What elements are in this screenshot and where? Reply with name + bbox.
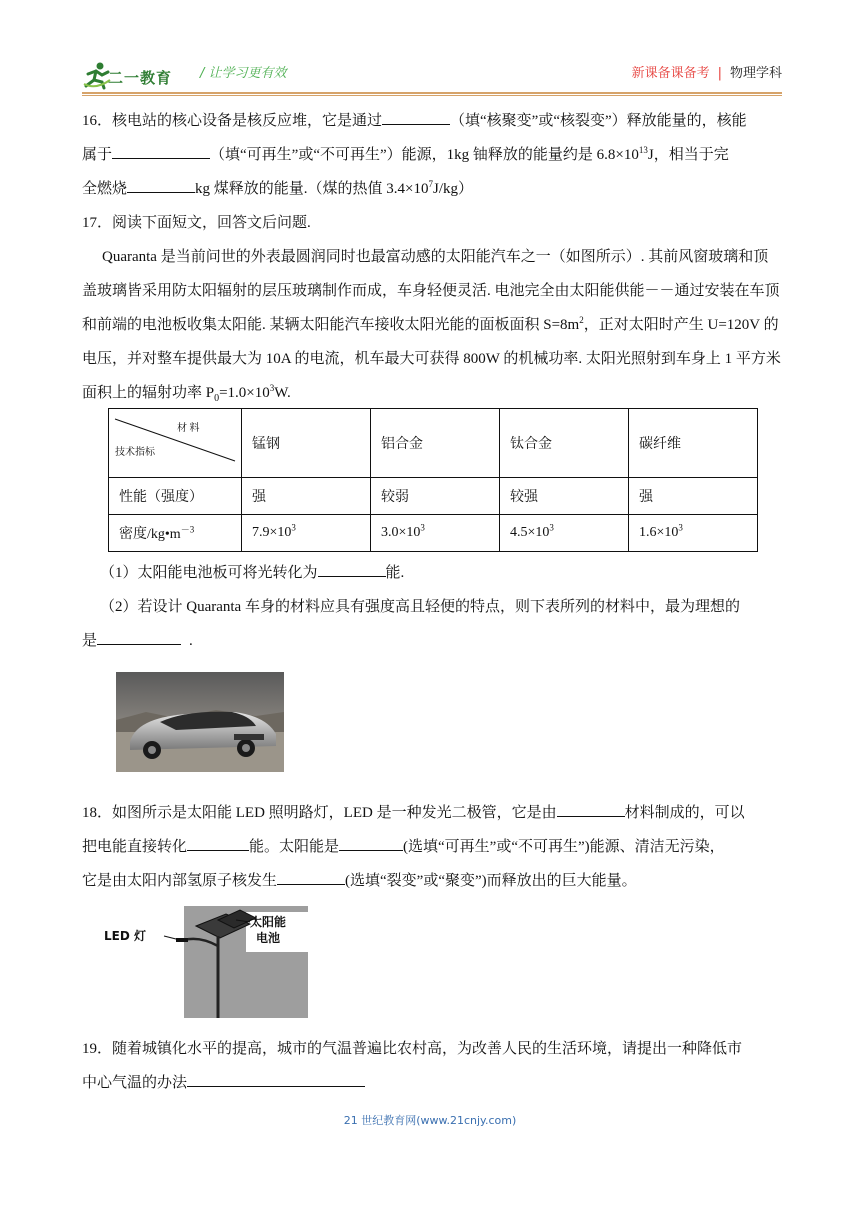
q16-exponent: 13 bbox=[638, 145, 648, 155]
corner-label-top: 材 料 bbox=[177, 423, 200, 434]
table-header-cell: 钛合金 bbox=[500, 409, 629, 478]
header-tag: 新课备课备考 bbox=[631, 66, 710, 81]
header-rule bbox=[82, 92, 782, 94]
passage-text: Quaranta 是当前问世的外表最圆润同时也最富动感的太阳能汽车之一（如图所示）. 其前风窗玻璃和顶盖玻璃皆采用防太阳辐射的层压玻璃制作而成，车身轻便灵活. 电池完全由太阳能供能－－通过安装在车顶和前端的电池板收集太阳能. 某辆太阳能汽车接收太阳光能的面板面积 S=8m bbox=[82, 249, 780, 333]
q16-text: （填“核聚变”或“核裂变”）释放能量的，核能 bbox=[450, 113, 747, 129]
q18-text: 能。太阳能是 bbox=[249, 839, 340, 855]
header-rule-thin bbox=[82, 95, 782, 96]
q17-blank-1[interactable] bbox=[318, 558, 386, 577]
sub-question-text: （2）若设计 Quaranta 车身的材料应具有强度高且轻便的特点，则下表所列的材料中，最为理想的 bbox=[100, 599, 740, 615]
passage-exponent: 2 bbox=[579, 315, 584, 325]
table-corner-cell bbox=[109, 409, 242, 478]
passage-subscript: 0 bbox=[214, 393, 220, 404]
table-cell bbox=[242, 515, 371, 552]
table-cell: 较弱 bbox=[371, 478, 500, 515]
question-17-title: 17．阅读下面短文，回答文后问题. bbox=[82, 215, 311, 231]
question-18 bbox=[82, 796, 782, 898]
q16-text: J，相当于完 bbox=[647, 147, 729, 163]
q18-blank-1[interactable] bbox=[557, 798, 625, 817]
density-exponent: －3 bbox=[180, 524, 195, 535]
density-exponent: 3 bbox=[420, 522, 425, 533]
table-header-cell: 铝合金 bbox=[371, 409, 500, 478]
corner-label-bottom: 技术指标 bbox=[115, 447, 155, 458]
fig-led-label: LED 灯 bbox=[104, 929, 146, 943]
density-exponent: 3 bbox=[549, 522, 554, 533]
q18-text: 材料制成的，可以 bbox=[624, 805, 745, 821]
led-street-lamp-image bbox=[100, 906, 308, 1018]
q17-sub-1 bbox=[100, 556, 782, 590]
density-value: 4.5×10 bbox=[510, 525, 550, 540]
passage-exponent: 3 bbox=[269, 383, 275, 393]
q18-text: (选填“裂变”或“聚变”)而释放出的巨大能量。 bbox=[345, 873, 637, 889]
passage-text: ，正对太阳时产生 U=120V 的电压，并对整车提供最大为 10A 的电流，机车最大可获得 800W 的机械功率. 太阳光照射到车身上 1 平方米面积上的辐射功率 P bbox=[82, 317, 781, 401]
table-row-label: 性能（强度） bbox=[109, 478, 242, 515]
slogan: / 让学习更有效 bbox=[200, 66, 287, 81]
fig-solar-label-2: 电池 bbox=[256, 931, 281, 945]
q16-blank-1[interactable] bbox=[382, 106, 450, 125]
page-header bbox=[82, 56, 782, 92]
q18-text: 18．如图所示是太阳能 LED 照明路灯，LED 是一种发光二极管，它是由 bbox=[82, 805, 557, 821]
table-header-cell: 锰钢 bbox=[242, 409, 371, 478]
question-16 bbox=[82, 104, 782, 206]
logo bbox=[82, 60, 192, 90]
table-row bbox=[109, 478, 758, 515]
density-value: 1.6×10 bbox=[639, 525, 679, 540]
solar-car-image bbox=[116, 672, 284, 772]
table-header-cell: 碳纤维 bbox=[629, 409, 758, 478]
q18-blank-3[interactable] bbox=[339, 832, 403, 851]
header-subject: 物理学科 bbox=[729, 66, 782, 81]
q18-text: (选填“可再生”或“不可再生”)能源、清洁无污染， bbox=[403, 839, 725, 855]
passage-text: =1.0×10 bbox=[219, 385, 270, 401]
q18-blank-4[interactable] bbox=[277, 866, 345, 885]
table-header-row bbox=[109, 409, 758, 478]
sub-question-text: . bbox=[189, 633, 193, 649]
table-row-label bbox=[109, 515, 242, 552]
passage-text: W. bbox=[274, 385, 291, 401]
q18-blank-2[interactable] bbox=[187, 832, 249, 851]
q19-blank[interactable] bbox=[187, 1068, 365, 1087]
header-divider: | bbox=[717, 66, 722, 81]
q16-text: （填“可再生”或“不可再生”）能源，1kg 铀释放的能量约是 6.8×10 bbox=[210, 147, 639, 163]
sub-question-text: 能. bbox=[385, 565, 405, 581]
density-label: 密度/kg•m bbox=[119, 527, 181, 542]
q16-exponent: 7 bbox=[428, 179, 433, 189]
table-cell: 强 bbox=[242, 478, 371, 515]
q16-text: kg 煤释放的能量.（煤的热值 3.4×10 bbox=[195, 181, 429, 197]
materials-table bbox=[108, 408, 758, 552]
question-17-passage bbox=[82, 240, 782, 410]
q16-blank-2[interactable] bbox=[112, 140, 210, 159]
q16-text: J/kg） bbox=[432, 181, 473, 197]
sub-question-text: 是 bbox=[82, 633, 98, 649]
density-exponent: 3 bbox=[291, 522, 296, 533]
table-cell bbox=[500, 515, 629, 552]
table-cell bbox=[371, 515, 500, 552]
q16-blank-3[interactable] bbox=[127, 174, 195, 193]
table-row bbox=[109, 515, 758, 552]
table-cell: 强 bbox=[629, 478, 758, 515]
q16-text: 16．核电站的核心设备是核反应堆，它是通过 bbox=[82, 113, 383, 129]
table-cell bbox=[629, 515, 758, 552]
logo-text: 二一教育 bbox=[108, 69, 173, 87]
density-exponent: 3 bbox=[678, 522, 683, 533]
density-value: 3.0×10 bbox=[381, 525, 421, 540]
footer[interactable]: 21 世纪教育网(www.21cnjy.com) bbox=[343, 1114, 517, 1127]
q16-text: 全燃烧 bbox=[82, 181, 128, 197]
q17-blank-2[interactable] bbox=[97, 626, 181, 645]
q18-text: 把电能直接转化 bbox=[82, 839, 188, 855]
q16-text: 属于 bbox=[82, 147, 113, 163]
table-cell: 较强 bbox=[500, 478, 629, 515]
fig-solar-label-1: 太阳能 bbox=[250, 915, 287, 929]
q19-text: 中心气温的办法 bbox=[82, 1075, 188, 1091]
q17-sub-2 bbox=[82, 590, 782, 658]
density-value: 7.9×10 bbox=[252, 525, 292, 540]
sub-question-text: （1）太阳能电池板可将光转化为 bbox=[100, 565, 318, 581]
q19-text: 19．随着城镇化水平的提高，城市的气温普遍比农村高，为改善人民的生活环境，请提出一种降低市 bbox=[82, 1041, 743, 1057]
header-right bbox=[632, 62, 782, 81]
question-19 bbox=[82, 1032, 782, 1100]
q18-text: 它是由太阳内部氢原子核发生 bbox=[82, 873, 278, 889]
